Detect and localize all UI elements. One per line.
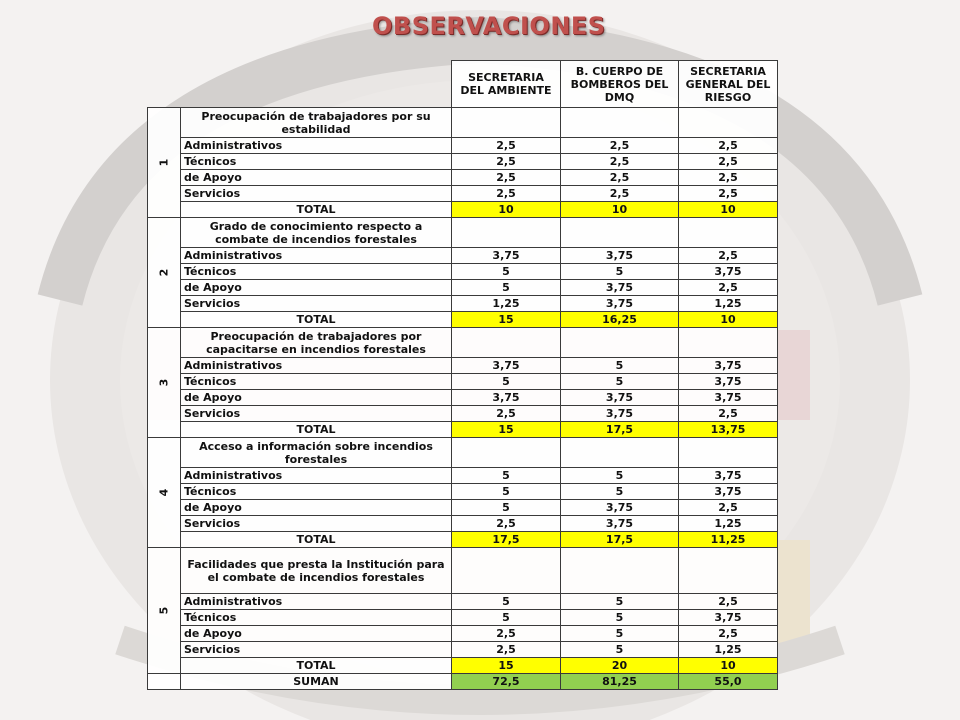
row-label: Servicios xyxy=(181,186,452,202)
question-empty-cell xyxy=(452,218,561,248)
suman-blank-cell xyxy=(148,674,181,690)
total-row xyxy=(148,422,778,438)
observations-table xyxy=(147,60,778,690)
total-cell: 10 xyxy=(452,202,561,218)
value-cell: 1,25 xyxy=(452,296,561,312)
section-number-label: 5 xyxy=(157,606,171,615)
value-cell: 3,75 xyxy=(679,390,778,406)
table-row xyxy=(148,358,778,374)
question-empty-cell xyxy=(452,438,561,468)
question-text: Acceso a información sobre incendios forestales xyxy=(181,438,452,468)
value-cell: 5 xyxy=(452,280,561,296)
value-cell: 2,5 xyxy=(679,280,778,296)
value-cell: 3,75 xyxy=(452,248,561,264)
total-label: TOTAL xyxy=(181,532,452,548)
value-cell: 2,5 xyxy=(679,138,778,154)
row-label: Técnicos xyxy=(181,484,452,500)
row-label: de Apoyo xyxy=(181,170,452,186)
total-cell: 15 xyxy=(452,312,561,328)
table-row xyxy=(148,594,778,610)
question-row xyxy=(148,438,778,468)
value-cell: 1,25 xyxy=(679,296,778,312)
total-label: TOTAL xyxy=(181,422,452,438)
table-row xyxy=(148,626,778,642)
value-cell: 3,75 xyxy=(561,248,679,264)
question-text: Grado de conocimiento respecto a combate de incendios forestales xyxy=(181,218,452,248)
suman-cell: 72,5 xyxy=(452,674,561,690)
section-number xyxy=(148,328,181,438)
total-label: TOTAL xyxy=(181,202,452,218)
total-row xyxy=(148,532,778,548)
row-label: Administrativos xyxy=(181,594,452,610)
question-empty-cell xyxy=(452,108,561,138)
section-number xyxy=(148,548,181,674)
section-number-label: 4 xyxy=(157,488,171,497)
table-row xyxy=(148,390,778,406)
value-cell: 3,75 xyxy=(561,406,679,422)
row-label: Técnicos xyxy=(181,154,452,170)
section-number-label: 3 xyxy=(157,378,171,387)
col-header-cuerpo-bomberos: B. CUERPO DE BOMBEROS DEL DMQ xyxy=(561,61,679,108)
value-cell: 2,5 xyxy=(679,406,778,422)
total-row xyxy=(148,658,778,674)
blank-header-cell xyxy=(148,61,452,108)
row-label: Técnicos xyxy=(181,610,452,626)
total-cell: 17,5 xyxy=(452,532,561,548)
question-text: Facilidades que presta la Institución para el combate de incendios forestales xyxy=(181,548,452,594)
value-cell: 2,5 xyxy=(679,500,778,516)
table-row xyxy=(148,516,778,532)
value-cell: 2,5 xyxy=(452,626,561,642)
value-cell: 3,75 xyxy=(561,390,679,406)
value-cell: 3,75 xyxy=(561,516,679,532)
question-empty-cell xyxy=(679,108,778,138)
value-cell: 2,5 xyxy=(561,170,679,186)
value-cell: 2,5 xyxy=(679,248,778,264)
total-label: TOTAL xyxy=(181,312,452,328)
question-text: Preocupación de trabajadores por capacitarse en incendios forestales xyxy=(181,328,452,358)
table-row xyxy=(148,406,778,422)
col-header-secretaria-riesgo: SECRETARIA GENERAL DEL RIESGO xyxy=(679,61,778,108)
suman-cell: 55,0 xyxy=(679,674,778,690)
row-label: Servicios xyxy=(181,642,452,658)
question-empty-cell xyxy=(679,328,778,358)
table-row xyxy=(148,296,778,312)
value-cell: 2,5 xyxy=(452,406,561,422)
question-empty-cell xyxy=(679,438,778,468)
question-empty-cell xyxy=(561,548,679,594)
value-cell: 2,5 xyxy=(561,138,679,154)
value-cell: 2,5 xyxy=(452,642,561,658)
row-label: Administrativos xyxy=(181,468,452,484)
value-cell: 3,75 xyxy=(679,374,778,390)
total-row xyxy=(148,312,778,328)
row-label: Administrativos xyxy=(181,358,452,374)
table-row xyxy=(148,484,778,500)
row-label: Servicios xyxy=(181,406,452,422)
value-cell: 5 xyxy=(561,642,679,658)
table-row xyxy=(148,170,778,186)
row-label: Técnicos xyxy=(181,374,452,390)
total-cell: 10 xyxy=(679,202,778,218)
value-cell: 1,25 xyxy=(679,516,778,532)
table-row xyxy=(148,642,778,658)
value-cell: 3,75 xyxy=(561,296,679,312)
row-label: Técnicos xyxy=(181,264,452,280)
total-cell: 10 xyxy=(679,658,778,674)
total-cell: 11,25 xyxy=(679,532,778,548)
total-cell: 15 xyxy=(452,422,561,438)
row-label: de Apoyo xyxy=(181,390,452,406)
value-cell: 5 xyxy=(452,468,561,484)
section-number-label: 2 xyxy=(157,268,171,277)
total-cell: 13,75 xyxy=(679,422,778,438)
value-cell: 2,5 xyxy=(679,626,778,642)
suman-label: SUMAN xyxy=(181,674,452,690)
value-cell: 3,75 xyxy=(452,358,561,374)
value-cell: 2,5 xyxy=(561,154,679,170)
value-cell: 5 xyxy=(452,610,561,626)
suman-row xyxy=(148,674,778,690)
slide-title: OBSERVACIONES xyxy=(372,12,606,40)
value-cell: 5 xyxy=(452,594,561,610)
value-cell: 5 xyxy=(561,610,679,626)
total-cell: 17,5 xyxy=(561,532,679,548)
question-row xyxy=(148,548,778,594)
value-cell: 3,75 xyxy=(561,280,679,296)
value-cell: 2,5 xyxy=(452,186,561,202)
table-row xyxy=(148,374,778,390)
total-cell: 17,5 xyxy=(561,422,679,438)
table-row xyxy=(148,248,778,264)
value-cell: 3,75 xyxy=(679,264,778,280)
total-label: TOTAL xyxy=(181,658,452,674)
value-cell: 2,5 xyxy=(679,594,778,610)
question-empty-cell xyxy=(679,218,778,248)
row-label: Servicios xyxy=(181,516,452,532)
table-row xyxy=(148,138,778,154)
value-cell: 5 xyxy=(561,374,679,390)
question-row xyxy=(148,328,778,358)
total-cell: 10 xyxy=(679,312,778,328)
table-row xyxy=(148,500,778,516)
value-cell: 3,75 xyxy=(679,484,778,500)
value-cell: 5 xyxy=(561,484,679,500)
col-header-secretaria-ambiente: SECRETARIA DEL AMBIENTE xyxy=(452,61,561,108)
row-label: de Apoyo xyxy=(181,280,452,296)
value-cell: 2,5 xyxy=(561,186,679,202)
value-cell: 5 xyxy=(452,484,561,500)
section-number xyxy=(148,438,181,548)
table-row xyxy=(148,154,778,170)
value-cell: 1,25 xyxy=(679,642,778,658)
value-cell: 2,5 xyxy=(679,170,778,186)
row-label: de Apoyo xyxy=(181,626,452,642)
total-cell: 15 xyxy=(452,658,561,674)
total-row xyxy=(148,202,778,218)
value-cell: 5 xyxy=(452,500,561,516)
total-cell: 10 xyxy=(561,202,679,218)
row-label: Servicios xyxy=(181,296,452,312)
value-cell: 5 xyxy=(561,264,679,280)
question-empty-cell xyxy=(561,328,679,358)
table-row xyxy=(148,186,778,202)
section-number-label: 1 xyxy=(157,158,171,167)
header-row xyxy=(148,61,778,108)
row-label: Administrativos xyxy=(181,138,452,154)
value-cell: 2,5 xyxy=(452,138,561,154)
question-text: Preocupación de trabajadores por su estabilidad xyxy=(181,108,452,138)
question-empty-cell xyxy=(452,328,561,358)
table-row xyxy=(148,264,778,280)
value-cell: 2,5 xyxy=(452,516,561,532)
value-cell: 5 xyxy=(561,626,679,642)
table-row xyxy=(148,468,778,484)
value-cell: 2,5 xyxy=(679,154,778,170)
question-empty-cell xyxy=(452,548,561,594)
value-cell: 3,75 xyxy=(679,610,778,626)
value-cell: 5 xyxy=(452,374,561,390)
question-empty-cell xyxy=(561,108,679,138)
section-number xyxy=(148,218,181,328)
total-cell: 16,25 xyxy=(561,312,679,328)
row-label: de Apoyo xyxy=(181,500,452,516)
question-empty-cell xyxy=(561,438,679,468)
question-empty-cell xyxy=(679,548,778,594)
table-row xyxy=(148,610,778,626)
value-cell: 2,5 xyxy=(452,170,561,186)
value-cell: 2,5 xyxy=(452,154,561,170)
question-row xyxy=(148,218,778,248)
section-number xyxy=(148,108,181,218)
value-cell: 5 xyxy=(561,468,679,484)
total-cell: 20 xyxy=(561,658,679,674)
table-row xyxy=(148,280,778,296)
value-cell: 5 xyxy=(561,594,679,610)
value-cell: 2,5 xyxy=(679,186,778,202)
value-cell: 5 xyxy=(561,358,679,374)
value-cell: 3,75 xyxy=(679,468,778,484)
value-cell: 3,75 xyxy=(561,500,679,516)
value-cell: 3,75 xyxy=(452,390,561,406)
question-row xyxy=(148,108,778,138)
value-cell: 3,75 xyxy=(679,358,778,374)
value-cell: 5 xyxy=(452,264,561,280)
question-empty-cell xyxy=(561,218,679,248)
suman-cell: 81,25 xyxy=(561,674,679,690)
row-label: Administrativos xyxy=(181,248,452,264)
